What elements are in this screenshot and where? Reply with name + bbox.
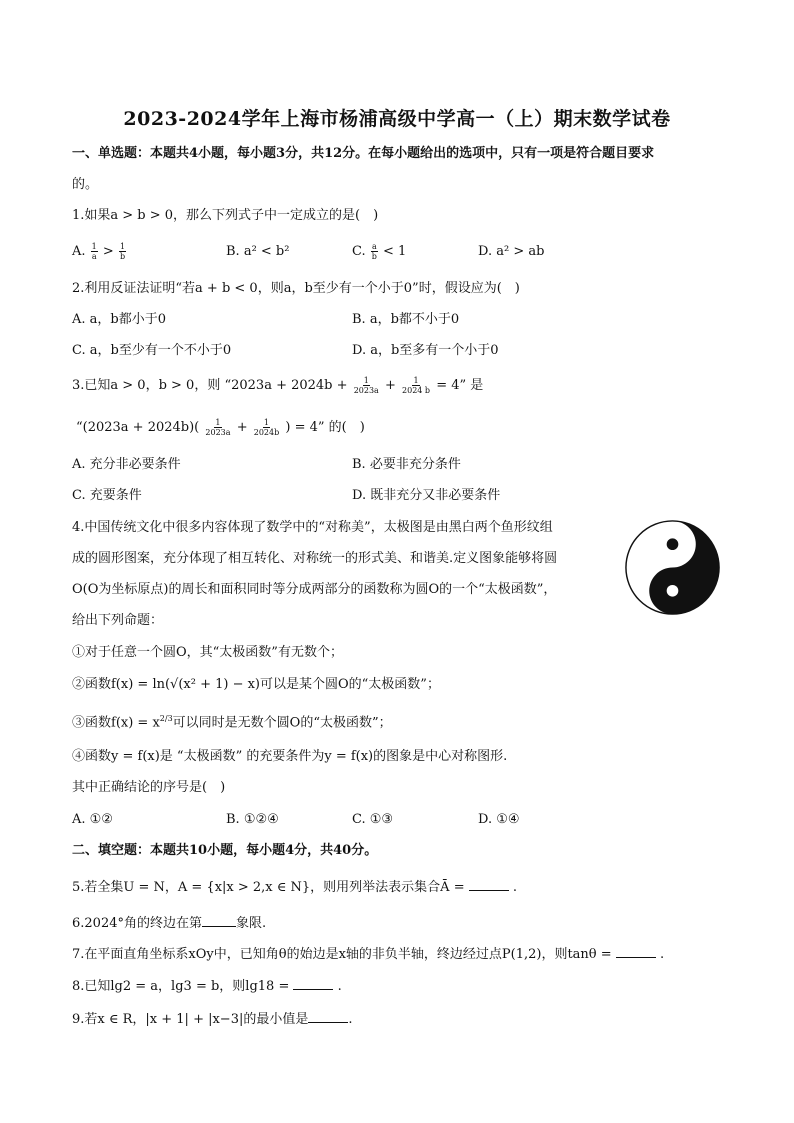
q4-line3: O(O为坐标原点)的周长和面积同时等分成两部分的函数称为圆O的一个“太极函数”， xyxy=(72,582,557,597)
q4-proposition-1: ①对于任意一个圆O，其“太极函数”有无数个； xyxy=(72,645,343,660)
q4-p3-exp: 2/3 xyxy=(159,714,173,723)
q4-proposition-2: ②函数f(x) = ln(√(x² + 1) − x)可以是某个圆O的“太极函数”； xyxy=(72,677,440,692)
q3-option-c[interactable]: C. 充要条件 xyxy=(72,488,142,503)
q7-end: . xyxy=(659,947,665,962)
q6-end: 象限. xyxy=(236,916,267,931)
q4-p3-a: ③函数 xyxy=(72,715,112,731)
q4-proposition-4: ④函数y = f(x)是 “太极函数” 的充要条件为y = f(x)的图象是中心对称图形. xyxy=(72,749,508,764)
q4-line1: 4.中国传统文化中很多内容体现了数学中的“对称美”，太极图是由黑白两个鱼形纹组 xyxy=(72,520,553,535)
q5-answer-blank[interactable] xyxy=(469,877,509,891)
q1-c-den: b xyxy=(371,252,377,261)
q7-text: 7.在平面直角坐标系xOy中，已知角θ的始边是x轴的非负半轴，终边经过点P(1,2)，则tanθ = xyxy=(72,947,612,962)
section1-heading: 一、单选题：本题共4小题，每小题3分，共12分。在每小题给出的选项中，只有一项是符合题目要求 xyxy=(72,146,655,161)
q1-option-a-label: A. xyxy=(72,244,86,259)
q3-frac3 xyxy=(204,418,231,437)
q1-option-c-label: C. xyxy=(352,244,366,259)
q3-frac1-den: 2023a xyxy=(353,386,379,395)
section1-heading-cont: 的。 xyxy=(72,177,99,192)
q2-option-d[interactable]: D. a，b至多有一个小于0 xyxy=(352,343,499,358)
q4-p3-b: 可以同时是无数个圆O的“太极函数”； xyxy=(172,715,392,731)
q3-frac1 xyxy=(353,376,380,395)
q3-plus: + xyxy=(384,378,396,393)
q3-frac4 xyxy=(253,418,280,437)
page-title: 2023-2024学年上海市杨浦高级中学高一（上）期末数学试卷 xyxy=(123,108,671,130)
q1-option-a-frac1 xyxy=(91,242,98,261)
q3-stem-b: = 4” 是 xyxy=(436,378,484,393)
q4-line2: 成的圆形图案，充分体现了相互转化、对称统一的形式美、和谐美.定义图象能够将圆 xyxy=(72,551,558,566)
q3-line2-a: “(2023a + 2024b)( xyxy=(76,420,200,435)
q3-option-d[interactable]: D. 既非充分又非必要条件 xyxy=(352,488,501,503)
taiji-figure xyxy=(624,519,721,616)
q1-a-den1: a xyxy=(91,252,97,261)
q6-text: 6.2024°角的终边在第 xyxy=(72,916,202,931)
q9-end: . xyxy=(348,1012,353,1027)
q2-option-b[interactable]: B. a，b都不小于0 xyxy=(352,312,460,327)
q5-end: . xyxy=(512,880,518,895)
q3-line2-b: ) = 4” 的( ) xyxy=(285,420,365,435)
q1-option-a-mid: > xyxy=(102,244,114,259)
q3-stem xyxy=(72,376,483,395)
q9-stem xyxy=(72,1009,352,1029)
q3-frac2 xyxy=(401,376,431,395)
q1-option-c-frac xyxy=(371,242,378,261)
q4-option-c[interactable]: C. ①③ xyxy=(352,812,394,827)
q3-line2-plus: + xyxy=(236,420,248,435)
q3-stem-a: 3.已知a > 0，b > 0，则 “2023a + 2024b + xyxy=(72,378,348,393)
q7-answer-blank[interactable] xyxy=(616,944,656,958)
q3-frac3-num: 1 xyxy=(215,418,221,427)
q2-option-a[interactable]: A. a，b都小于0 xyxy=(72,312,166,327)
q1-c-num: a xyxy=(371,242,377,251)
q1-option-d[interactable]: D. a² > ab xyxy=(478,244,545,259)
q3-frac4-den: 2024b xyxy=(253,428,280,437)
q4-option-a[interactable]: A. ①② xyxy=(72,812,113,827)
q1-option-a-frac2 xyxy=(119,242,126,261)
q8-stem xyxy=(72,976,342,996)
q5-text: 5.若全集U = N，A = {x|x > 2,x ∈ N}，则用列举法表示集合Ā = xyxy=(72,880,465,895)
q1-option-b[interactable]: B. a² < b² xyxy=(226,244,290,259)
q7-stem xyxy=(72,944,664,964)
q4-proposition-3 xyxy=(72,710,392,732)
q9-answer-blank[interactable] xyxy=(308,1009,348,1023)
q2-option-c[interactable]: C. a，b至少有一个不小于0 xyxy=(72,343,232,358)
q1-a-num1: 1 xyxy=(91,242,97,251)
q3-frac1-num: 1 xyxy=(363,376,369,385)
q1-option-c[interactable] xyxy=(352,242,406,261)
q1-a-den2: b xyxy=(119,252,126,261)
q4-ask: 其中正确结论的序号是( ) xyxy=(72,780,226,795)
q3-frac4-num: 1 xyxy=(263,418,270,427)
q6-stem xyxy=(72,913,266,933)
q3-frac2-den: 2024 b xyxy=(402,386,431,395)
q3-frac3-den: 2023a xyxy=(205,428,231,437)
q5-stem xyxy=(72,877,517,897)
q3-option-b[interactable]: B. 必要非充分条件 xyxy=(352,457,461,472)
q1-stem: 1.如果a > b > 0，那么下列式子中一定成立的是( ) xyxy=(72,208,379,223)
q1-option-a[interactable] xyxy=(72,242,127,261)
q1-a-num2: 1 xyxy=(119,242,126,251)
q3-option-a[interactable]: A. 充分非必要条件 xyxy=(72,457,181,472)
q3-stem-line2 xyxy=(76,418,365,437)
section2-heading: 二、填空题：本题共10小题，每小题4分，共40分。 xyxy=(72,843,378,858)
q1-option-c-tail: < 1 xyxy=(383,244,407,259)
q4-p3-fx: f(x) = x xyxy=(111,715,160,731)
q8-answer-blank[interactable] xyxy=(293,976,333,990)
q4-line4: 给出下列命题： xyxy=(72,613,164,628)
q4-option-b[interactable]: B. ①②④ xyxy=(226,812,279,827)
q2-stem: 2.利用反证法证明“若a + b < 0，则a，b至少有一个小于0”时，假设应为( ) xyxy=(72,281,520,296)
q4-option-d[interactable]: D. ①④ xyxy=(478,812,520,827)
q9-text: 9.若x ∈ R，|x + 1| + |x−3|的最小值是 xyxy=(72,1012,309,1027)
q3-frac2-num: 1 xyxy=(413,376,419,385)
q8-text: 8.已知lg2 = a，lg3 = b，则lg18 = xyxy=(72,979,290,994)
q6-answer-blank[interactable] xyxy=(202,913,236,927)
q8-end: . xyxy=(337,979,342,994)
